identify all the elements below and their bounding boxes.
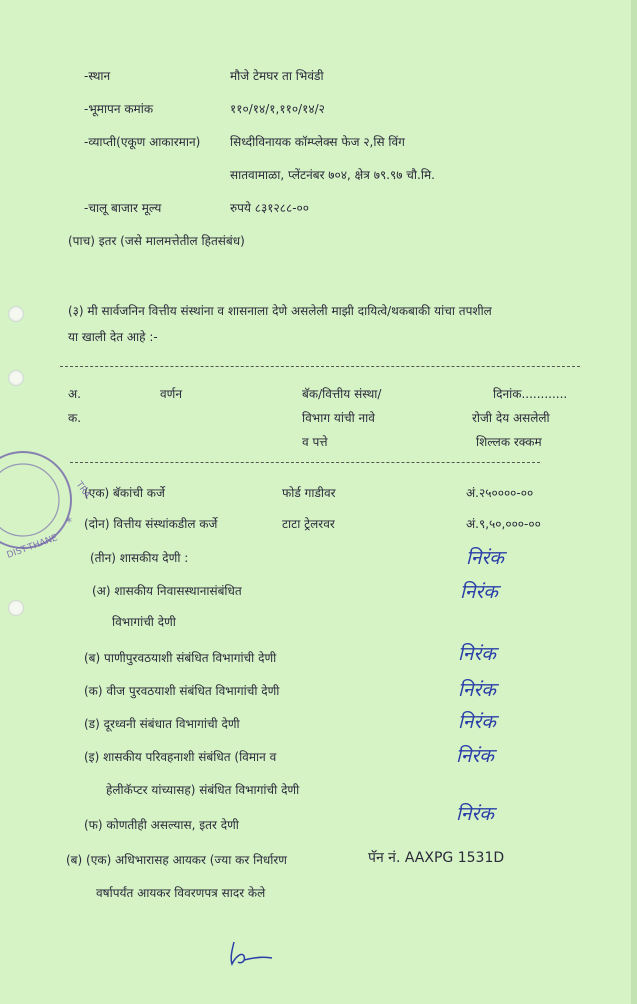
page-edge: [631, 0, 637, 1004]
row-bank-loans-amount: अं.२५००००-००: [466, 486, 534, 500]
nil-handwritten: निरंक: [466, 547, 504, 569]
signature: [220, 936, 280, 972]
nil-handwritten: निरंक: [458, 711, 496, 733]
row-telephone-label: (ड) दूरध्वनी संबंधात विभागांची देणी: [84, 717, 240, 731]
table-header-rule: [70, 462, 540, 463]
income-tax-line-2: वर्षापर्यंत आयकर विवरणपत्र सादर केले: [96, 886, 266, 900]
header-institution-b: विभाग यांची नावे: [302, 411, 375, 425]
market-value: रुपये ८३१२८८-००: [230, 201, 310, 215]
survey-label: -भूमापन कमांक: [84, 102, 154, 116]
nil-handwritten: निरंक: [460, 581, 498, 603]
row-government-dues-label: (तीन) शासकीय देणी :: [90, 551, 189, 565]
header-due: रोजी देय असलेली: [472, 411, 550, 425]
punch-hole: [8, 600, 24, 616]
punch-hole: [8, 370, 24, 386]
nil-handwritten: निरंक: [458, 643, 496, 665]
row-financial-loans-institution: टाटा ट्रेलरवर: [282, 517, 335, 531]
svg-text:*: *: [66, 515, 72, 529]
row-water-label: (ब) पाणीपुरवठयाशी संबंधित विभागांची देणी: [84, 651, 277, 665]
row-financial-loans-label: (दोन) वित्तीय संस्थांकडील कर्जे: [84, 517, 218, 531]
svg-text:TRA: TRA: [73, 479, 92, 501]
official-stamp: [0, 440, 92, 561]
header-date: दिनांक............: [493, 387, 568, 401]
row-other-dues-label: (फ) कोणतीही असल्यास, इतर देणी: [84, 818, 239, 832]
row-housing-label-2: विभागांची देणी: [112, 615, 176, 629]
nil-handwritten: निरंक: [456, 803, 494, 825]
location-label: -स्थान: [84, 69, 111, 83]
header-serial-a: अ.: [68, 387, 81, 401]
other-interests: (पाच) इतर (जसे मालमत्तेतील हितसंबंध): [68, 234, 245, 248]
survey-value: ११०/१४/१,११०/१४/२: [230, 102, 325, 116]
area-value-2: सातवामाळा, प्लेंटनंबर ७०४, क्षेत्र ७९.९७ चौ.मि.: [230, 168, 435, 182]
market-value-label: -चालू बाजार मूल्य: [84, 201, 162, 215]
section-3-line-1: (३) मी सार्वजनिन वित्तीय संस्थांना व शासनाला देणे असलेली माझी दायित्वे/थकबाकी यांचा तपशील: [68, 304, 492, 318]
area-label: -व्याप्ती(एकूण आकारमान): [84, 135, 201, 149]
pan-number: पॅन नं. AAXPG 1531D: [368, 850, 505, 866]
row-transport-label-2: हेलीकॅप्टर यांच्यासह) संबंधित विभागांची देणी: [106, 783, 300, 797]
row-bank-loans-label: (एक) बॅकांची कर्जे: [84, 486, 165, 500]
nil-handwritten: निरंक: [456, 745, 494, 767]
location-value: मौजे टेमघर ता भिवंडी: [230, 69, 324, 83]
section-3-line-2: या खाली देत आहे :-: [68, 330, 158, 344]
header-serial-b: क.: [68, 411, 82, 425]
header-balance: शिल्लक रक्कम: [476, 435, 542, 449]
row-bank-loans-institution: फोर्ड गाडीवर: [282, 486, 336, 500]
row-transport-label: (इ) शासकीय परिवहनाशी संबंधित (विमान व: [84, 750, 277, 764]
row-electricity-label: (क) वीज पुरवठयाशी संबंधित विभागांची देणी: [84, 684, 280, 698]
header-institution-a: बॅक/वित्तीय संस्था/: [302, 387, 382, 401]
stamp-text: DIST-THANE: [5, 533, 60, 561]
header-institution-c: व पत्ते: [302, 435, 328, 449]
area-value-1: सिध्दीविनायक कॉम्प्लेक्स फेज २,सि विंग: [230, 135, 405, 149]
table-top-rule: [60, 366, 580, 367]
punch-hole: [8, 306, 24, 322]
row-financial-loans-amount: अं.९,५०,०००-००: [466, 517, 541, 531]
nil-handwritten: निरंक: [458, 679, 496, 701]
header-description: वर्णन: [160, 387, 183, 401]
row-housing-label: (अ) शासकीय निवासस्थानासंबंधित: [92, 584, 242, 598]
income-tax-line-1: (ब) (एक) अधिभारासह आयकर (ज्या कर निर्धारण: [66, 853, 287, 867]
